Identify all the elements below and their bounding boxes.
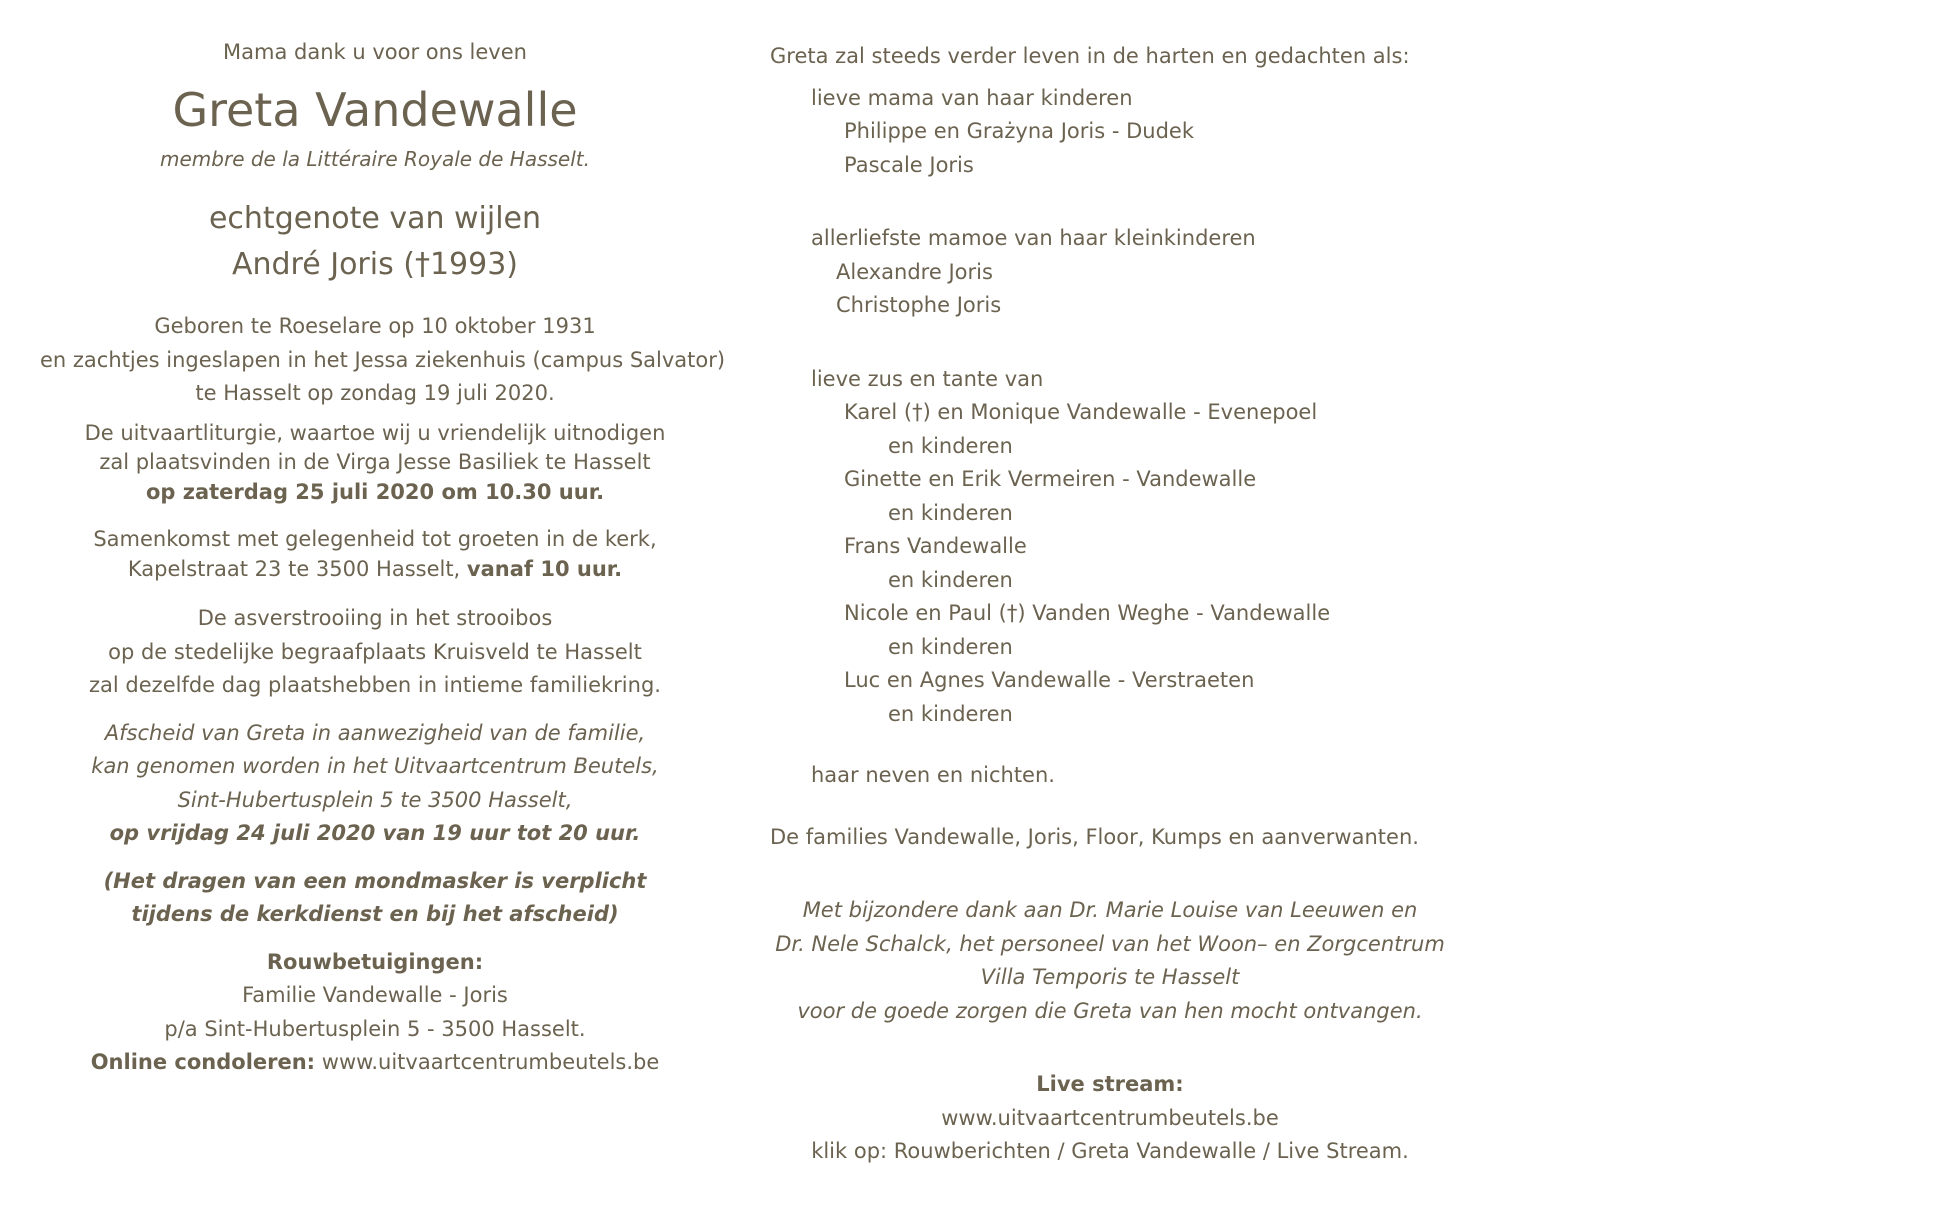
ashes-line: zal dezelfde dag plaatshebben in intieme familiekring. — [89, 673, 661, 697]
dedication-line: Mama dank u voor ons leven — [223, 40, 527, 64]
mask-line: (Het dragen van een mondmasker is verplicht — [103, 868, 647, 893]
children-title: lieve mama van haar kinderen — [811, 85, 1133, 110]
intro-line: Greta zal steeds verder leven in de harten en gedachten als: — [770, 44, 1410, 68]
funeral-block — [40, 419, 710, 508]
spouse-line-1: echtgenote van wijlen — [208, 201, 542, 236]
sibling-sub: en kinderen — [888, 634, 1013, 659]
thanks-line: Villa Temporis te Hasselt — [980, 965, 1240, 989]
thanks-line: Met bijzondere dank aan Dr. Marie Louise van Leeuwen en — [802, 898, 1418, 922]
siblings-list — [770, 396, 1490, 731]
grandchildren-list — [770, 256, 1490, 323]
farewell-line: Sint-Hubertusplein 5 te 3500 Hasselt, — [177, 787, 573, 812]
funeral-date: op zaterdag 25 juli 2020 om 10.30 uur. — [145, 479, 605, 504]
live-stream-path: klik op: Rouwberichten / Greta Vandewalle / Live Stream. — [811, 1139, 1409, 1163]
sibling-sub: en kinderen — [888, 701, 1013, 726]
live-stream-title: Live stream: — [1036, 1072, 1184, 1096]
farewell-line: Afscheid van Greta in aanwezigheid van de familie, — [104, 720, 646, 745]
sibling-name: Ginette en Erik Vermeiren - Vandewalle — [844, 467, 1257, 491]
children-block — [770, 82, 1490, 116]
birth-block — [40, 310, 726, 411]
thanks-line: Dr. Nele Schalck, het personeel van het Woon– en Zorgcentrum — [775, 931, 1445, 956]
birth-line: te Hasselt op zondag 19 juli 2020. — [195, 381, 555, 405]
online-label: Online condoleren: — [90, 1050, 316, 1074]
funeral-line: De uitvaartliturgie, waartoe wij u vriendelijk uitnodigen — [84, 420, 666, 445]
sibling-sub: en kinderen — [888, 567, 1013, 592]
deceased-name: Greta Vandewalle — [172, 83, 578, 137]
sibling-name: Karel (†) en Monique Vandewalle - Evenepoel — [844, 400, 1318, 424]
sibling-sub: en kinderen — [888, 500, 1013, 525]
condolences-line: Familie Vandewalle - Joris — [242, 983, 508, 1007]
sibling-name: Luc en Agnes Vandewalle - Verstraeten — [844, 668, 1255, 692]
meeting-address: Kapelstraat 23 te 3500 Hasselt, — [127, 556, 467, 581]
membership-line: membre de la Littéraire Royale de Hasselt. — [160, 147, 590, 171]
birth-line: en zachtjes ingeslapen in het Jessa ziekenhuis (campus Salvator) — [40, 347, 726, 372]
funeral-line: zal plaatsvinden in de Virga Jesse Basiliek te Hasselt — [99, 450, 651, 474]
spouse-block — [40, 196, 710, 288]
live-stream-url[interactable]: www.uitvaartcentrumbeutels.be — [941, 1105, 1279, 1130]
spouse-line-2: André Joris (†1993) — [231, 247, 519, 282]
mask-line: tijdens de kerkdienst en bij het afscheid) — [131, 902, 619, 926]
ashes-line: op de stedelijke begraafplaats Kruisveld te Hasselt — [108, 639, 642, 664]
grandchild-name: Alexandre Joris — [836, 259, 993, 284]
farewell-block — [40, 717, 710, 851]
siblings-block — [770, 363, 1490, 397]
sibling-name: Frans Vandewalle — [844, 534, 1027, 558]
grandchildren-title: allerliefste mamoe van haar kleinkinderen — [811, 226, 1256, 250]
farewell-date: op vrijdag 24 juli 2020 van 19 uur tot 20 uur. — [109, 821, 641, 845]
child-name: Philippe en Grażyna Joris - Dudek — [844, 119, 1194, 143]
meeting-block — [40, 525, 710, 584]
sibling-name: Nicole en Paul (†) Vanden Weghe - Vandewalle — [844, 601, 1331, 625]
online-condolences — [40, 1046, 710, 1080]
condolences-line: p/a Sint-Hubertusplein 5 - 3500 Hasselt. — [164, 1016, 586, 1041]
mask-notice — [40, 865, 710, 932]
children-list — [770, 115, 1490, 182]
condolences-title: Rouwbetuigingen: — [266, 949, 484, 974]
condolences-block — [40, 946, 710, 1080]
families-block — [770, 821, 1490, 855]
ashes-block — [40, 602, 710, 703]
siblings-title: lieve zus en tante van — [811, 366, 1044, 391]
meeting-line: Samenkomst met gelegenheid tot groeten in de kerk, — [93, 527, 657, 551]
thanks-line: voor de goede zorgen die Greta van hen mocht ontvangen. — [797, 998, 1423, 1023]
ashes-line: De asverstrooiing in het strooibos — [197, 606, 553, 630]
live-stream-block — [770, 1068, 1450, 1169]
left-column — [40, 36, 726, 1080]
thanks-block — [770, 894, 1450, 1028]
cousins-line: haar neven en nichten. — [811, 763, 1055, 787]
families-line: De families Vandewalle, Joris, Floor, Kumps en aanverwanten. — [770, 824, 1419, 849]
farewell-line: kan genomen worden in het Uitvaartcentrum Beutels, — [91, 754, 659, 778]
cousins-block — [770, 759, 1490, 793]
right-column — [770, 40, 1490, 1169]
birth-line: Geboren te Roeselare op 10 oktober 1931 — [154, 314, 596, 338]
online-url[interactable]: www.uitvaartcentrumbeutels.be — [315, 1050, 660, 1074]
meeting-time: vanaf 10 uur. — [466, 556, 623, 581]
sibling-sub: en kinderen — [888, 433, 1013, 458]
grandchildren-block — [770, 222, 1490, 256]
meeting-line — [40, 555, 710, 585]
child-name: Pascale Joris — [844, 152, 974, 177]
grandchild-name: Christophe Joris — [836, 293, 1002, 317]
